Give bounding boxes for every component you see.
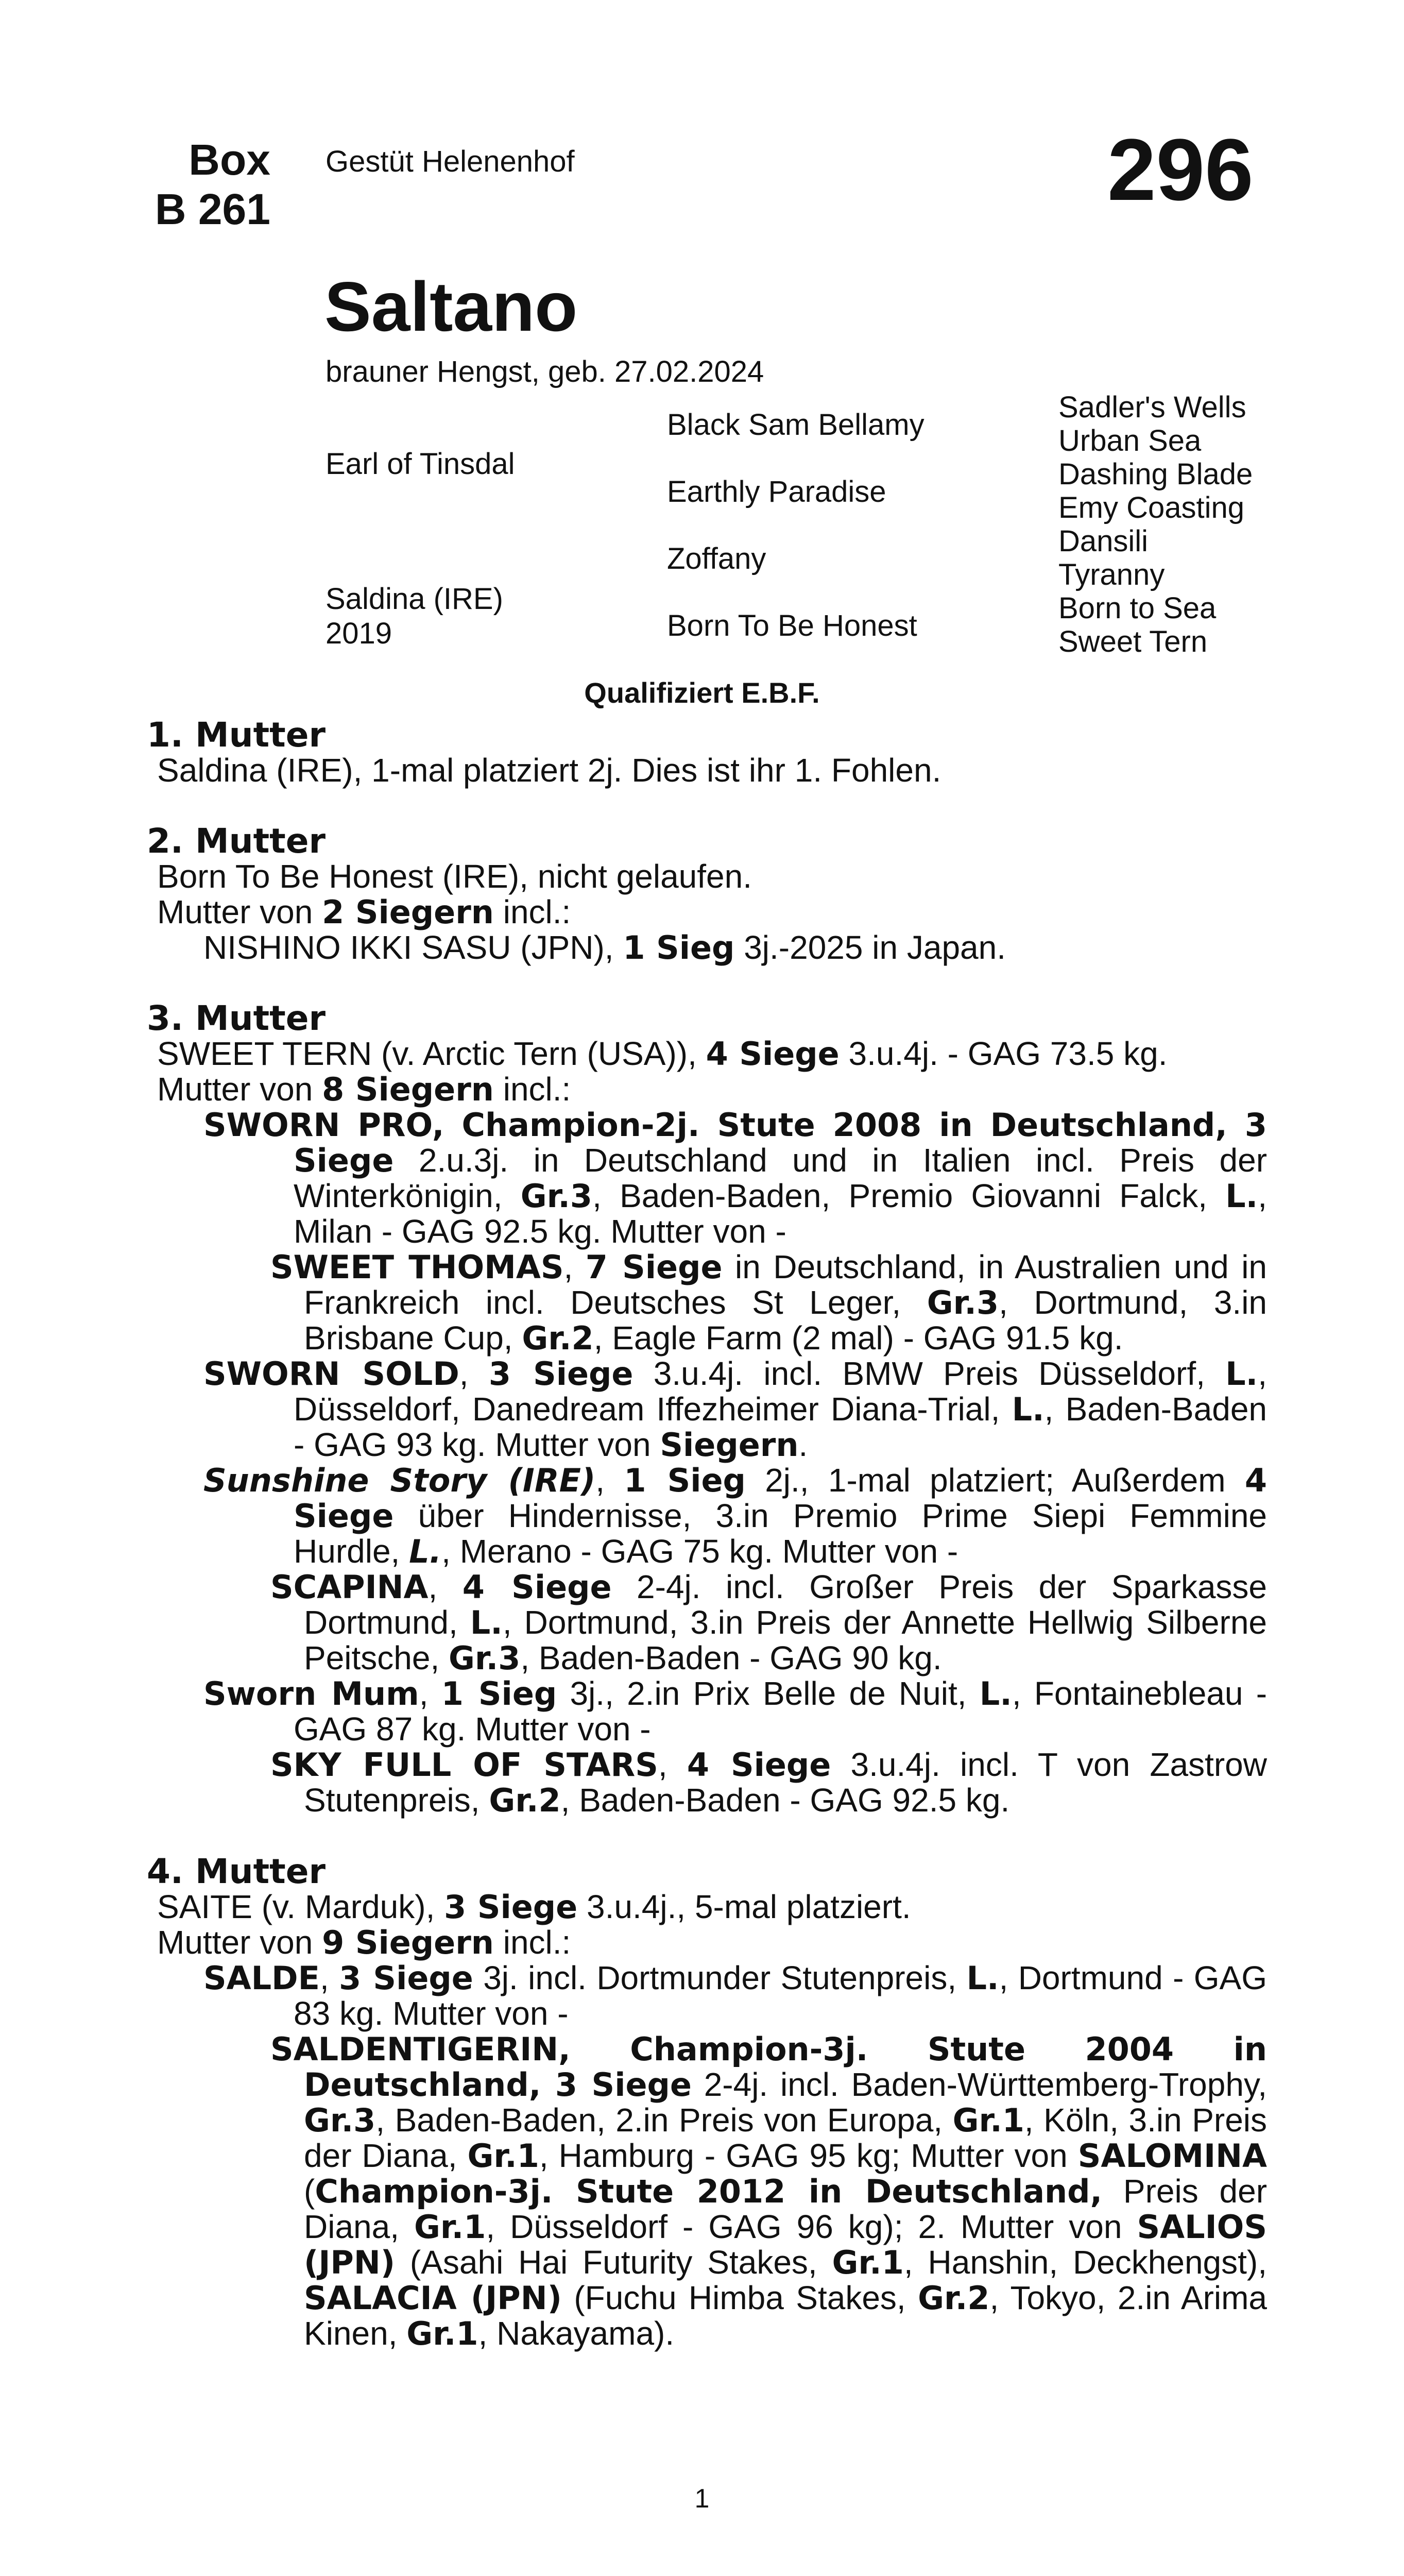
section-second-dam	[147, 823, 1267, 965]
grandparent: Zoffany	[667, 542, 766, 575]
box-number	[136, 135, 270, 234]
great-grandparent: Sweet Tern	[1058, 625, 1208, 658]
dam-line: Saldina (IRE), 1-mal platziert 2j. Dies ist ihr 1. Fohlen.	[157, 752, 941, 789]
dam-offspring-summary: Mutter von 9 Siegern incl.:	[157, 1924, 571, 1961]
dam-offspring-summary: Mutter von 8 Siegern incl.:	[157, 1071, 571, 1108]
dam-line: SAITE (v. Marduk), 3 Siege 3.u.4j., 5-mal platziert.	[157, 1888, 911, 1926]
progeny-sub-entry: SCAPINA, 4 Siege 2-4j. incl. Großer Preis der Sparkasse Dortmund, L., Dortmund, 3.in Preis der Annette Hellwig Silberne Peitsche, Gr.3, Baden-Baden - GAG 90 kg.	[270, 1568, 1268, 1677]
progeny-sub-entry: SALDENTIGERIN, Champion-3j. Stute 2004 in Deutschland, 3 Siege 2-4j. incl. Baden-Württemberg-Trophy, Gr.3, Baden-Baden, 2.in Preis von Europa, Gr.1, Köln, 3.in Preis der Diana, Gr.1, Hamburg - GAG 95 kg; Mutter von SALOMINA (Champion-3j. Stute 2012 in Deutschland, Preis der Diana, Gr.1, Düsseldorf - GAG 96 kg); 2. Mutter von SALIOS (JPN) (Asahi Hai Futurity Stakes, Gr.1, Hanshin, Deckhengst), SALACIA (JPN) (Fuchu Himba Stakes, Gr.2, Tokyo, 2.in Arima Kinen, Gr.1, Nakayama).	[270, 2030, 1268, 2352]
horse-name: Saltano	[324, 267, 578, 346]
progeny-sub-entry: SKY FULL OF STARS, 4 Siege 3.u.4j. incl. T von Zastrow Stutenpreis, Gr.2, Baden-Baden - GAG 92.5 kg.	[270, 1746, 1267, 1819]
dam-line: Born To Be Honest (IRE), nicht gelaufen.	[157, 858, 752, 895]
progeny-entry: Sworn Mum, 1 Sieg 3j., 2.in Prix Belle de Nuit, L., Fontainebleau - GAG 87 kg. Mutter von -	[203, 1675, 1268, 1748]
progeny-entry: SWORN PRO, Champion-2j. Stute 2008 in Deutschland, 3 Siege 2.u.3j. in Deutschland und in Italien incl. Preis der Winterkönigin, Gr.3, Baden-Baden, Premio Giovanni Falck, L., Milan - GAG 92.5 kg. Mutter von -	[203, 1106, 1268, 1250]
breeder: Gestüt Helenenhof	[326, 145, 575, 178]
section-title: 2. Mutter	[147, 821, 326, 861]
great-grandparent: Dashing Blade	[1058, 457, 1253, 491]
progeny-entry: Sunshine Story (IRE), 1 Sieg 2j., 1-mal platziert; Außerdem 4 Siege über Hindernisse, 3.in Premio Prime Siepi Femmine Hurdle, L., Merano - GAG 75 kg. Mutter von -	[203, 1462, 1267, 1570]
dam-year: 2019	[326, 617, 392, 650]
grandparent: Born To Be Honest	[667, 609, 917, 642]
great-grandparent: Sadler's Wells	[1058, 391, 1246, 424]
progeny-entry: SALDE, 3 Siege 3j. incl. Dortmunder Stutenpreis, L., Dortmund - GAG 83 kg. Mutter von -	[203, 1959, 1268, 2032]
great-grandparent: Tyranny	[1058, 558, 1165, 591]
progeny-entry: SWORN SOLD, 3 Siege 3.u.4j. incl. BMW Preis Düsseldorf, L., Düsseldorf, Danedream Iffezheimer Diana-Trial, L., Baden-Baden - GAG 93 kg. Mutter von Siegern.	[203, 1355, 1268, 1464]
box-id: B 261	[155, 185, 270, 233]
section-title: 1. Mutter	[147, 715, 326, 755]
section-title: 3. Mutter	[147, 998, 326, 1038]
section-first-dam	[147, 717, 1267, 788]
great-grandparent: Born to Sea	[1058, 591, 1217, 625]
progeny-sub-entry: SWEET THOMAS, 7 Siege in Deutschland, in Australien und in Frankreich incl. Deutsches St Leger, Gr.3, Dortmund, 3.in Brisbane Cup, Gr.2, Eagle Farm (2 mal) - GAG 91.5 kg.	[270, 1248, 1268, 1357]
sire: Earl of Tinsdal	[326, 447, 515, 481]
qualification: Qualifiziert E.B.F.	[584, 676, 820, 709]
great-grandparent: Dansili	[1058, 524, 1149, 558]
section-title: 4. Mutter	[147, 1852, 326, 1891]
dam: Saldina (IRE)	[326, 582, 503, 616]
dam-line: SWEET TERN (v. Arctic Tern (USA)), 4 Siege 3.u.4j. - GAG 73.5 kg.	[157, 1035, 1168, 1073]
lot-number: 296	[1107, 121, 1254, 219]
section-third-dam	[147, 998, 1268, 1819]
grandparent: Black Sam Bellamy	[667, 408, 924, 442]
dam-offspring-summary: Mutter von 2 Siegern incl.:	[157, 893, 571, 931]
box-label: Box	[189, 135, 270, 184]
page-number: 1	[694, 2484, 710, 2514]
progeny-entry: NISHINO IKKI SASU (JPN), 1 Sieg 3j.-2025 in Japan.	[203, 929, 1006, 967]
section-fourth-dam	[147, 1854, 1267, 2351]
great-grandparent: Urban Sea	[1058, 424, 1202, 457]
horse-description: brauner Hengst, geb. 27.02.2024	[326, 355, 764, 388]
great-grandparent: Emy Coasting	[1058, 491, 1245, 524]
grandparent: Earthly Paradise	[667, 475, 886, 509]
